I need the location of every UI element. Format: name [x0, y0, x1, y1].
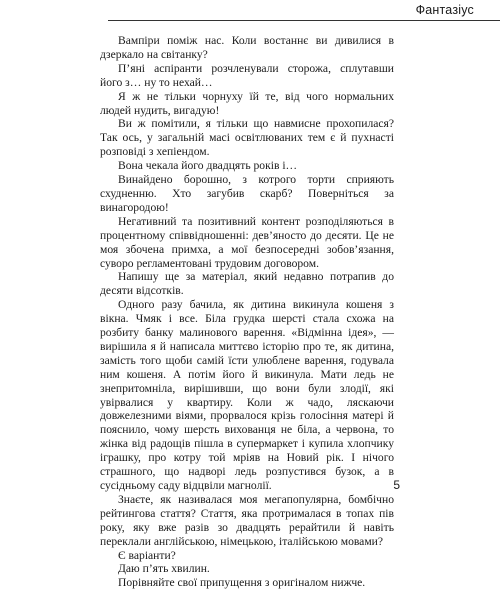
- paragraph: Одного разу бачила, як дитина викинула кошеня з вікна. Чмяк і все. Біла грудка шерсті стала схожа на розбиту банку малинового варення. «Відмінна ідея», — вирішила я й написала миттєво історію про те, як дитина, замість того щоби самій їсти улюблене варення, годувала ним кошеня. А потім його й викинула. Мати ледь не знепритомніла, вирішивши, що вони були злодії, які увірвалися у квартиру. Коли ж чадо, ляскаючи довжелезними віями, прорвалося крізь голосіння матері й пояснило, чому шерсть вихованця не біла, а червона, то жінка від радощів пішла в супермаркет і купила хлопчику іграшку, про котру той мріяв на Новий рік. І нічого страшного, що надворі ледь розпустився бузок, а в сусідньому саду відцвіли магнолії.: [100, 298, 394, 492]
- paragraph: Є варіанти?: [118, 548, 176, 562]
- paragraph: Порівняйте свої припущення з оригіналом нижче.: [118, 576, 366, 590]
- paragraph: Вампіри поміж нас. Коли востаннє ви дивилися в дзеркало на світанку?: [100, 34, 394, 61]
- paragraph: Ви ж помітили, я тільки що навмисне прохопилася? Так ось, у загальній масі освітлюваних тем є й пухнасті розповіді з хепіендом.: [100, 117, 394, 159]
- running-header: [0, 0, 500, 24]
- paragraph: Я ж не тільки чорнуху їй те, від чого нормальних людей нудить, вигадую!: [100, 89, 394, 117]
- page-number: 5: [393, 478, 400, 492]
- paragraph: Негативний та позитивний контент розподіляються в процентному співвідношенні: дев’яносто до десяти. Це не моя збочена примха, а мої безпосередні зобов’язання, суворо регламентовані трудовим договором.: [100, 214, 394, 270]
- paragraph: Напишу ще за матеріал, який недавно потрапив до десяти відсотків.: [100, 270, 394, 298]
- paragraph: Знаєте, як називалася моя мегапопулярна, бомбічно рейтингова стаття? Стаття, яка протрималася в топах пів року, яку вже разів зо двадцять рерайтили й навіть переклали англійською, німецькою, італійською мовами?: [100, 492, 394, 548]
- paragraph: Винайдено борошно, з котрого торти сприяють схудненню. Хто загубив скарб? Поверніться за винагородою!: [100, 173, 394, 214]
- paragraph: П’яні аспіранти розчленували сторожа, сплутавши його з… ну то нехай…: [100, 61, 394, 89]
- book-title: Фантазіус: [415, 3, 474, 17]
- paragraph: Даю п’ять хвилин.: [118, 562, 210, 576]
- header-rule: [108, 20, 500, 21]
- paragraph: Вона чекала його двадцять років і…: [118, 159, 298, 173]
- page-body: [100, 28, 394, 590]
